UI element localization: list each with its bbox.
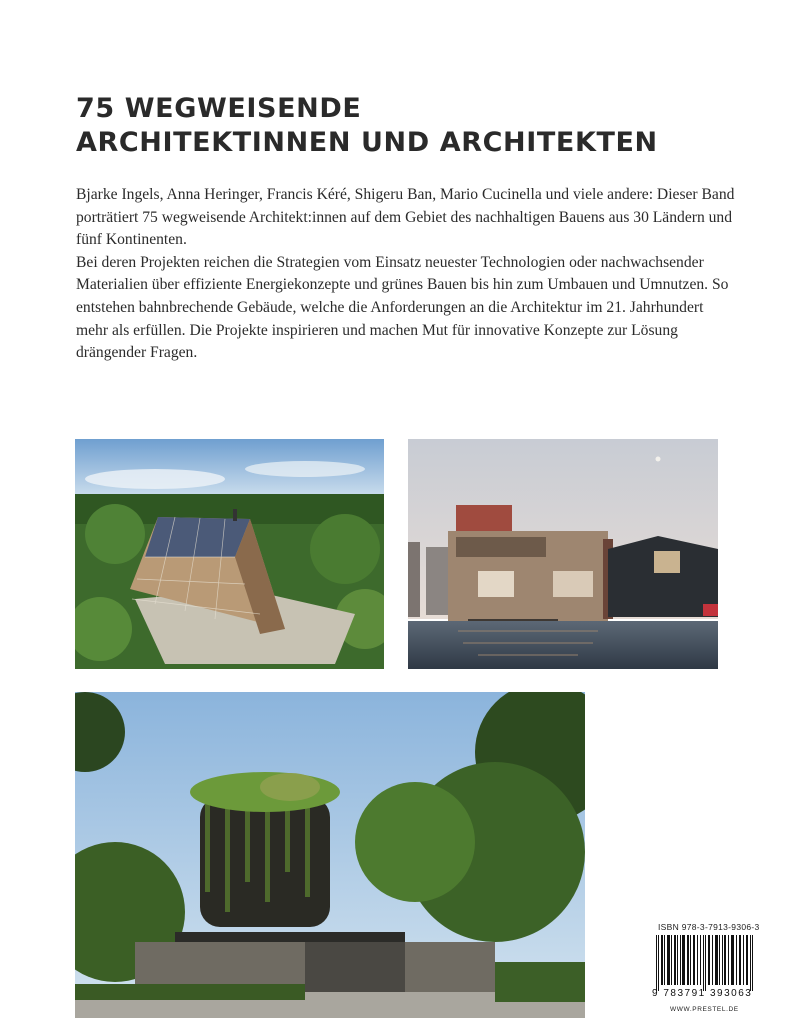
ean-digits: 9 783791 393063 [652,988,753,999]
description [76,184,736,365]
heading-line-1: 75 WEGWEISENDE [76,93,362,124]
description-paragraph-1: Bjarke Ingels, Anna Heringer, Francis Kéré, Shigeru Ban, Mario Cucinella und viele andere: Dieser Band porträtiert 75 wegweisende Architekt:innen auf dem Gebiet des nachhaltigen Bauens aus 30 Ländern und fünf Kontinenten. [76,186,735,249]
heading-line-2: ARCHITEKTINNEN UND ARCHITEKTEN [76,127,658,158]
description-paragraph-2: Bei deren Projekten reichen die Strategien vom Einsatz neuester Technologien oder nachwachsender Materialien über effiziente Energiekonzepte und grünes Bauen bis hin zum Umbauen und Umnutzen. So entstehen bahnbrechende Gebäude, welche die Anforderungen an die Architektur im 21. Jahrhundert mehr als erfüllen. Die Projekte inspirieren und machen Mut für innovative Konzepte zur Lösung drängender Fragen. [76,253,729,362]
barcode-block [650,920,762,1015]
isbn-label: ISBN 978-3-7913-9306-3 [658,922,760,932]
green-tower-house-photo [75,692,585,1018]
floating-houses-photo [408,439,718,669]
publisher-website: WWW.PRESTEL.DE [670,1006,739,1013]
greenhouse-photo [75,439,384,669]
page-heading [76,92,716,160]
barcode-icon [656,935,756,991]
